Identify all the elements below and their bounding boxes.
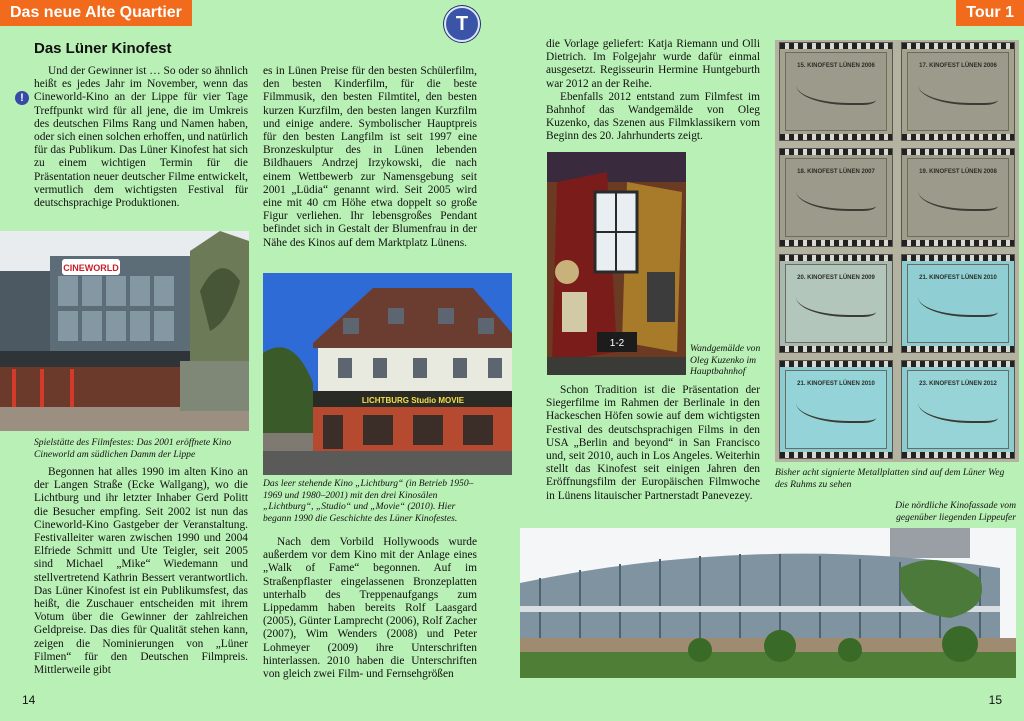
plate: 17. KINOFEST LÜNEN 2006 [901,42,1015,141]
lichtburg-photo [263,273,512,475]
mural-photo [547,152,686,375]
tour-tag: Tour 1 [956,0,1024,26]
walk-of-fame-plates [775,40,1019,462]
plate: 20. KINOFEST LÜNEN 2009 [779,254,893,353]
right-col-text-2: Schon Tradition ist die Präsentation der Siegerfilme im Rahmen der Berlinale in den Hackeschen Höfen sowie auf dem wichtigsten Festival des deutschsprachigen Films in den USA „Berlin and beyond“ in San Francisco und, seit 2010, auch in Los Angeles. Weiterhin stellt das Kinofest seit einigen Jahren den Eröffnungsfilm der Europäischen Filmwoche in Lünens litauischer Partnerstadt Panevezey. [546,384,760,502]
mural-caption: Wandgemälde von Oleg Kuzenko im Hauptbahnhof [690,343,761,377]
plate: 23. KINOFEST LÜNEN 2012 [901,360,1015,459]
info-icon: ! [15,91,29,105]
facade-photo [520,528,1016,678]
cinema-sign: CINEWORLD [63,263,119,273]
right-page [512,0,1024,721]
page-number-left: 14 [22,693,36,707]
plate: 21. KINOFEST LÜNEN 2010 [901,254,1015,353]
cineworld-photo [0,231,249,431]
lichtburg-caption: Das leer stehende Kino „Lichtburg“ (in Betrieb 1950–1969 und 1980–2001) mit den drei Kinosälen „Lichtburg“, „Studio“ und „Movie“ (2010). Hier begann 1990 die Geschichte des Lüner Kinofestes. [263,478,474,524]
cineworld-caption: Spielstätte des Filmfestes: Das 2001 eröffnete Kino Cineworld am südlichen Damm der Lippe [34,437,232,460]
right-col-text: die Vorlage geliefert: Katja Riemann und Olli Dietrich. Im Folgejahr wurde dafür einmal ausgesetzt. Regisseurin Hermine Huntgeburth war 2012 an der Reihe. Ebenfalls 2012 entstand zum Filmfest im Bahnhof das Wandgemälde von Oleg Kuzenko, das Szenen aus Filmklassikern vom Beginn des 20. Jahrhunderts zeigt. [546,38,760,143]
left-col-text: Begonnen hat alles 1990 im alten Kino an der Langen Straße (Ecke Wallgang), wo die Lichtburg und ihr letzter Inhaber Gerd Politt die Besucher empfing. Seit 2002 ist nun das Cineworld-Kino Gastgeber der Veranstaltung. Festivalleiter waren zwischen 1990 und 2004 Elfriede Schmitt und Ute Teigler, seit 2005 sind Michael „Mike“ Wiedemann und stellvertretend Kathrin Bessert verantwortlich. Das Lüner Kinofest ist ein Publikumsfest, das heißt, die Zuschauer entscheiden mit ihrem Votum über die Gewinner der zahlreichen Geldpreise. Das dies für Qualität stehen kann, zeigen die Nominierungen von „Lüner Filmen“ für den Deutschen Filmpreis. Mittlerweile gibt [34,466,248,677]
section-tag: Das neue Alte Quartier [0,0,192,26]
plate: 21. KINOFEST LÜNEN 2010 [779,360,893,459]
middle-col-text-2: Nach dem Vorbild Hollywoods wurde außerdem vor dem Kino mit der Anlage eines „Walk of Fame“ begonnen. Auf im Straßenpflaster eingelassenen Bronzeplatten unterhalb des Treppenaufgangs zum Lippedamm haben bereits Rolf Laasgard (2005), Günter Lamprecht (2006), Rolf Zacher (2007), Wim Wenders (2008) und Peter Lohmeyer (2009) ihre Unterschriften hinterlassen. 2010 haben die Unterschriften von gleich zwei Film- und Fernsehgrößen [263,536,477,681]
facade-caption: Die nördliche Kinofassade vom gegenüber liegenden Lippeufer [895,500,1016,523]
lichtburg-sign: LICHTBURG Studio MOVIE [361,396,465,405]
plates-caption: Bisher acht signierte Metallplatten sind auf dem Lüner Weg des Ruhms zu sehen [775,467,1005,490]
plate: 19. KINOFEST LÜNEN 2008 [901,148,1015,247]
plate: 15. KINOFEST LÜNEN 2006 [779,42,893,141]
plate: 18. KINOFEST LÜNEN 2007 [779,148,893,247]
intro-text: Und der Gewinner ist … So oder so ähnlich heißt es jedes Jahr im November, wenn das Cineworld-Kino an der Lippe für vier Tage Treffpunkt wird für all jene, die im Umkreis des deutschen Films Rang und Namen haben, oder sich einen solchen erhoffen, und natürlich für das Publikum. Das Lüner Kinofest hat sich zu einem wichtigen Termin für die Präsentation neuer deutscher Filme entwickelt, vermutlich dem wichtigsten Festival für deutschsprachige Produktionen. [34,65,248,210]
article-title: Das Lüner Kinofest [34,40,172,57]
tour-logo-icon: T [444,6,480,42]
middle-col-text: es in Lünen Preise für den besten Schülerfilm, den besten Kinderfilm, für die beste Filmmusik, den besten Filmtitel, den besten kurzen Kurzfilm, den besten langen Kurzfilm und einige andere. Symbolischer Hauptpreis für den besten Langfilm ist seit 1997 eine Bronzeskulptur des in Lünen lebenden Bildhauers Andrzej Irzykowski, die nach einem Wettbewerb zur Namensgebung seit 2001 „Lüdia“ genannt wird. Seit 2005 wird eine mit 40 cm Höhe etwa doppelt so große Figur verliehen. Ihr lebensgroßes Pendant befindet sich in Gestalt der Blumenfrau in der Nähe des Kinos auf dem Marktplatz Lünens. [263,65,477,249]
page-number-right: 15 [988,693,1002,707]
svg-text:1-2: 1-2 [609,338,625,349]
